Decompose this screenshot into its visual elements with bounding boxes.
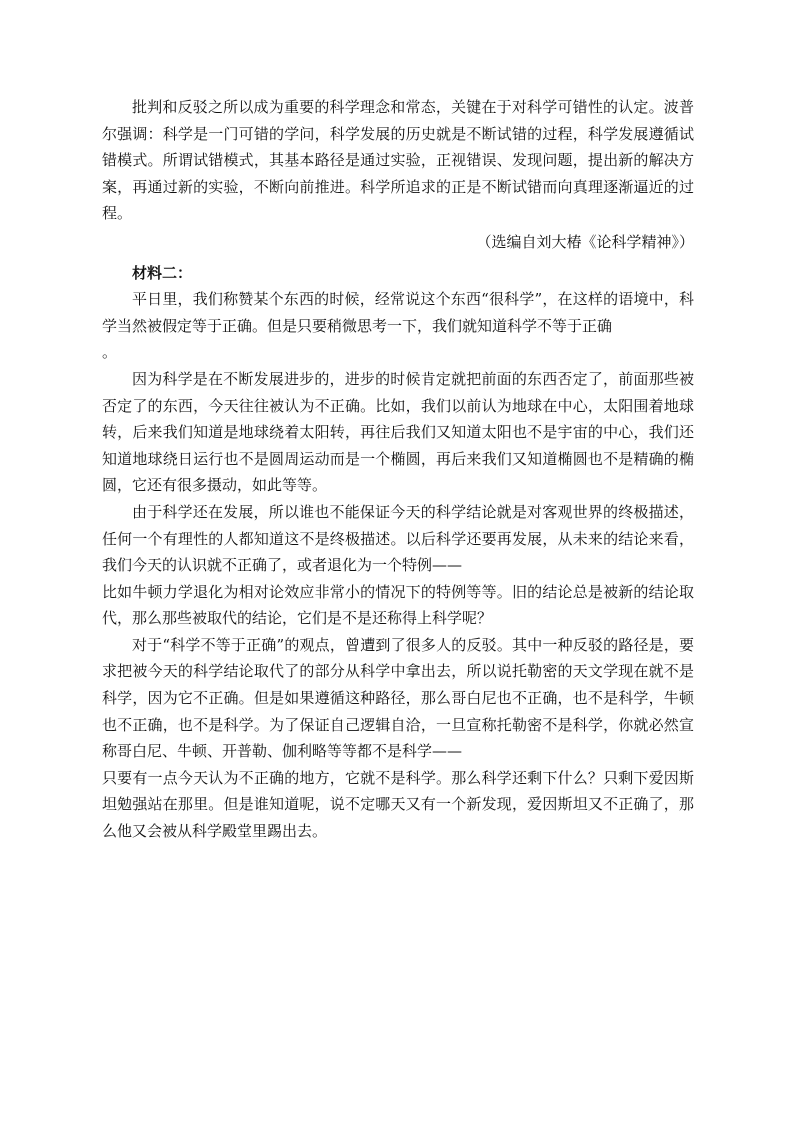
section-heading: 材料二： (132, 263, 193, 282)
paragraph-1: 平日里，我们称赞某个东西的时候，经常说这个东西“很科学”，在这样的语境中，科学当然被假定等于正确。但是只要稍微思考一下，我们就知道科学不等于正确 (102, 290, 694, 335)
intro-paragraph: 批判和反驳之所以成为重要的科学理念和常态，关键在于对科学可错性的认定。波普尔强调：科学是一门可错的学问，科学发展的历史就是不断试错的过程，科学发展遵循试错模式。所谓试错模式，其基本路径是通过实验，正视错误、发现问题，提出新的解决方案，再通过新的实验，不断向前推进。科学所追求的正是不断试错而向真理逐渐逼近的过程。 (102, 98, 694, 223)
paragraph-4-continuation: 只要有一点今天认为不正确的地方，它就不是科学。那么科学还剩下什么？只剩下爱因斯坦勉强站在那里。但是谁知道呢，说不定哪天又有一个新发现，爱因斯坦又不正确了，那么他又会被从科学殿堂里踢出去。 (102, 768, 694, 841)
paragraph-3-continuation: 比如牛顿力学退化为相对论效应非常小的情况下的特例等等。旧的结论总是被新的结论取代，那么那些被取代的结论，它们是不是还称得上科学呢？ (102, 582, 694, 628)
document-body (102, 94, 694, 845)
paragraph-3: 由于科学还在发展，所以谁也不能保证今天的科学结论就是对客观世界的终极描述，任何一个有理性的人都知道这不是终极描述。以后科学还要再发展，从未来的结论来看，我们今天的认识就不正确了，或者退化为一个特例—— (102, 502, 694, 575)
paragraph-4: 对于“科学不等于正确”的观点，曾遭到了很多人的反驳。其中一种反驳的路径是，要求把被今天的科学结论取代了的部分从科学中拿出去，所以说托勒密的天文学现在就不是科学，因为它不正确。但是如果遵循这种路径，那么哥白尼也不正确，也不是科学，牛顿也不正确，也不是科学。为了保证自己逻辑自洽，一旦宣称托勒密不是科学，你就必然宣称哥白尼、牛顿、开普勒、伽利略等等都不是科学—— (102, 635, 694, 761)
paragraph-2: 因为科学是在不断发展进步的，进步的时候肯定就把前面的东西否定了，前面那些被否定了的东西，今天往往被认为不正确。比如，我们以前认为地球在中心，太阳围着地球转，后来我们知道是地球绕着太阳转，再往后我们又知道太阳也不是宇宙的中心，我们还知道地球绕日运行也不是圆周运动而是一个椭圆，再后来我们又知道椭圆也不是精确的椭圆，它还有很多摄动，如此等等。 (102, 369, 694, 495)
source-citation: （选编自刘大椿《论科学精神》） (476, 232, 694, 251)
paragraph-1-tail: 。 (102, 343, 118, 362)
